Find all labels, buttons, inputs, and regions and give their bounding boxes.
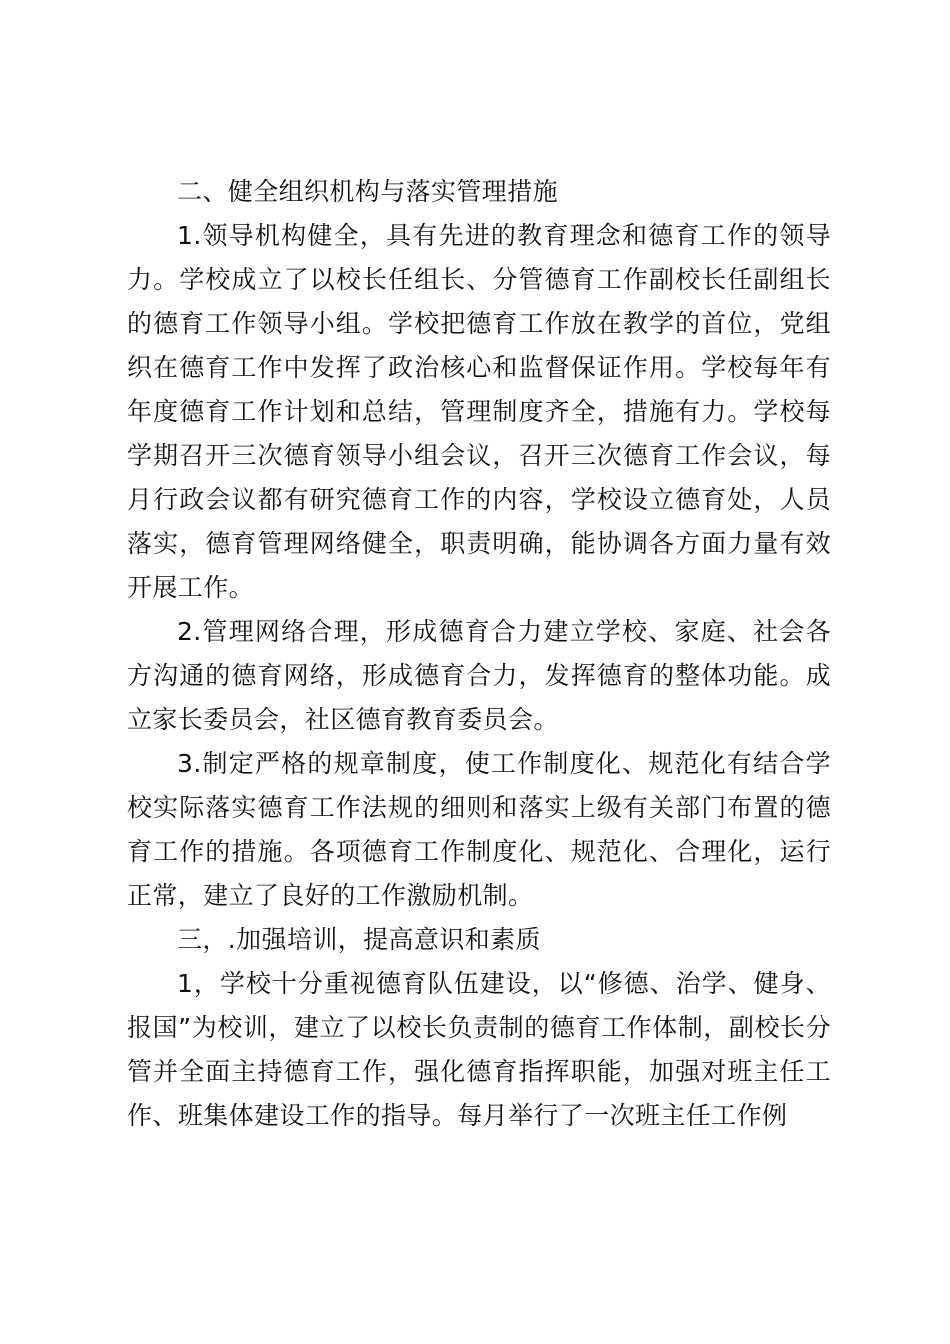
document-body	[127, 170, 831, 1138]
paragraph-team-building: 1，学校十分重视德育队伍建设，以“修德、治学、健身、报国”为校训，建立了以校长负责制的德育工作体制，副校长分管并全面主持德育工作，强化德育指挥职能，加强对班主任工作、班集体建设工作的指导。每月举行了一次班主任工作例	[127, 969, 831, 1130]
section-heading-2: 二、健全组织机构与落实管理措施	[177, 177, 559, 206]
paragraph-network: 2.管理网络合理，形成德育合力建立学校、家庭、社会各方沟通的德育网络，形成德育合力，发挥德育的整体功能。成立家长委员会，社区德育教育委员会。	[127, 617, 831, 734]
paragraph-leadership: 1.领导机构健全，具有先进的教育理念和德育工作的领导力。学校成立了以校长任组长、分管德育工作副校长任副组长的德育工作领导小组。学校把德育工作放在教学的首位，党组织在德育工作中发挥了政治核心和监督保证作用。学校每年有年度德育工作计划和总结，管理制度齐全，措施有力。学校每学期召开三次德育领导小组会议，召开三次德育工作会议，每月行政会议都有研究德育工作的内容，学校设立德育处，人员落实，德育管理网络健全，职责明确，能协调各方面力量有效开展工作。	[127, 221, 831, 602]
paragraph-regulations: 3.制定严格的规章制度，使工作制度化、规范化有结合学校实际落实德育工作法规的细则和落实上级有关部门布置的德育工作的措施。各项德育工作制度化、规范化、合理化，运行正常，建立了良好的工作激励机制。	[127, 749, 831, 910]
section-heading-3: 三，.加强培训，提高意识和素质	[177, 925, 541, 954]
